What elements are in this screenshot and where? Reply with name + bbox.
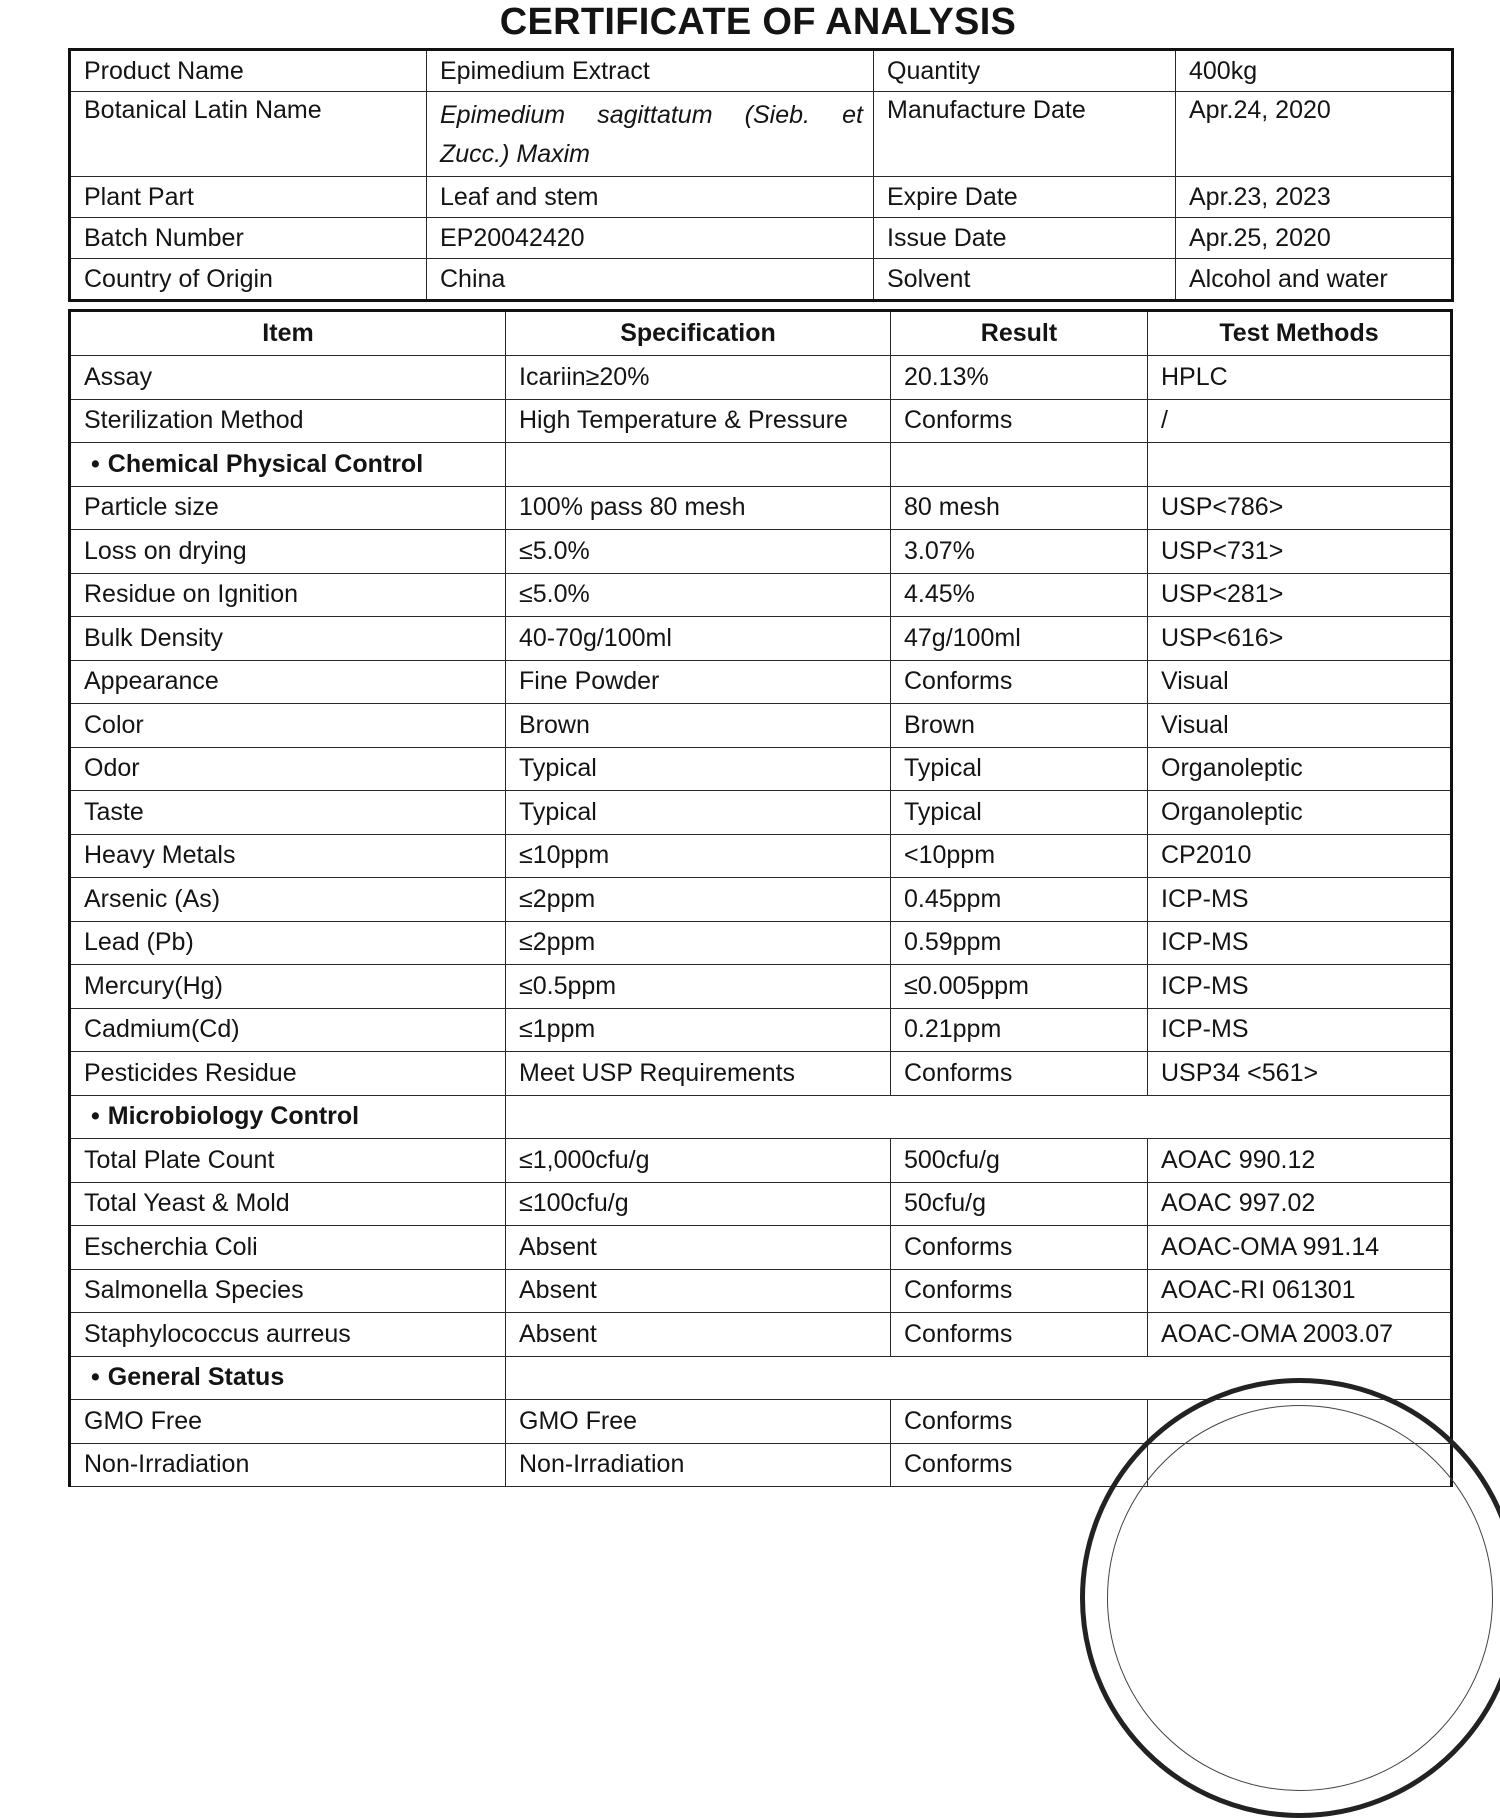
cell-item: Lead (Pb) <box>70 921 506 965</box>
section-title: Microbiology Control <box>107 1102 360 1131</box>
cell-item: Particle size <box>70 486 506 530</box>
cell-result: ≤0.005ppm <box>891 965 1148 1009</box>
info-label: Country of Origin <box>70 259 427 301</box>
section-heading <box>70 1095 506 1139</box>
analysis-body <box>70 356 1452 1487</box>
section-title: Chemical Physical Control <box>107 449 424 478</box>
cell-spec: ≤100cfu/g <box>506 1182 891 1226</box>
table-row <box>70 1182 1452 1226</box>
table-row <box>70 530 1452 574</box>
cell-result: Conforms <box>891 1443 1148 1487</box>
info-value: Leaf and stem <box>427 177 874 218</box>
table-row <box>70 965 1452 1009</box>
cell-spec: ≤5.0% <box>506 530 891 574</box>
cell-result: Typical <box>891 747 1148 791</box>
cell-method: HPLC <box>1148 356 1452 400</box>
section-row <box>70 1095 1452 1139</box>
cell-method: USP34 <561> <box>1148 1052 1452 1096</box>
cell-spec: Non-Irradiation <box>506 1443 891 1487</box>
info-value: 400kg <box>1176 50 1453 92</box>
cell-item: Appearance <box>70 660 506 704</box>
bullet-icon: • <box>91 1102 100 1131</box>
info-label: Solvent <box>874 259 1176 301</box>
table-row <box>70 1269 1452 1313</box>
cell-method: ICP-MS <box>1148 1008 1452 1052</box>
cell-result: Conforms <box>891 1269 1148 1313</box>
latin-name-line-1: Epimedium sagittatum (Sieb. et <box>440 101 863 129</box>
info-label: Manufacture Date <box>874 92 1176 177</box>
cell-result: Conforms <box>891 660 1148 704</box>
info-label: Plant Part <box>70 177 427 218</box>
table-row <box>70 747 1452 791</box>
info-row-batch-number <box>70 218 1453 259</box>
cell-method: USP<731> <box>1148 530 1452 574</box>
cell-method: ICP-MS <box>1148 878 1452 922</box>
table-row <box>70 704 1452 748</box>
cell-item: Sterilization Method <box>70 399 506 443</box>
page-title: CERTIFICATE OF ANALYSIS <box>499 1 1017 43</box>
table-row <box>70 486 1452 530</box>
cell-method: Organoleptic <box>1148 747 1452 791</box>
analysis-header-row <box>70 311 1452 356</box>
info-row-product-name <box>70 50 1453 92</box>
cell-spec: 40-70g/100ml <box>506 617 891 661</box>
cell-spec: Meet USP Requirements <box>506 1052 891 1096</box>
bullet-icon: • <box>91 1363 100 1392</box>
info-label: Botanical Latin Name <box>70 92 427 177</box>
info-value: Alcohol and water <box>1176 259 1453 301</box>
cell-spec: ≤2ppm <box>506 921 891 965</box>
header-specification: Specification <box>506 311 891 356</box>
cell-result: 4.45% <box>891 573 1148 617</box>
info-value: China <box>427 259 874 301</box>
info-label: Issue Date <box>874 218 1176 259</box>
cell-method: AOAC-OMA 991.14 <box>1148 1226 1452 1270</box>
cell-item: Mercury(Hg) <box>70 965 506 1009</box>
table-row <box>70 1226 1452 1270</box>
cell-item: Pesticides Residue <box>70 1052 506 1096</box>
table-row <box>70 1052 1452 1096</box>
cell-spec: High Temperature & Pressure <box>506 399 891 443</box>
section-title: General Status <box>107 1363 285 1392</box>
table-row <box>70 356 1452 400</box>
cell-spec: Absent <box>506 1226 891 1270</box>
cell-item: Staphylococcus aurreus <box>70 1313 506 1357</box>
cell-spec: ≤5.0% <box>506 573 891 617</box>
cell-method: USP<616> <box>1148 617 1452 661</box>
info-label: Batch Number <box>70 218 427 259</box>
section-row <box>70 443 1452 487</box>
cell-result: Conforms <box>891 1226 1148 1270</box>
table-row <box>70 1313 1452 1357</box>
cell-result: 80 mesh <box>891 486 1148 530</box>
cell-method: AOAC-OMA 2003.07 <box>1148 1313 1452 1357</box>
cell-method: ICP-MS <box>1148 965 1452 1009</box>
info-label: Product Name <box>70 50 427 92</box>
cell-spec: ≤1,000cfu/g <box>506 1139 891 1183</box>
info-value: EP20042420 <box>427 218 874 259</box>
cell-result: 0.59ppm <box>891 921 1148 965</box>
info-row-country <box>70 259 1453 301</box>
cell-item: Total Yeast & Mold <box>70 1182 506 1226</box>
cell-result: Brown <box>891 704 1148 748</box>
info-value-latin-name <box>427 92 874 177</box>
cell-result: 500cfu/g <box>891 1139 1148 1183</box>
cell-spec: ≤2ppm <box>506 878 891 922</box>
cell-method: CP2010 <box>1148 834 1452 878</box>
cell-result: 3.07% <box>891 530 1148 574</box>
cell-result: <10ppm <box>891 834 1148 878</box>
cell-method: AOAC-RI 061301 <box>1148 1269 1452 1313</box>
cell-item: Bulk Density <box>70 617 506 661</box>
cell-result: Conforms <box>891 1400 1148 1444</box>
cell-spec: 100% pass 80 mesh <box>506 486 891 530</box>
cell-item: Assay <box>70 356 506 400</box>
cell-method: AOAC 997.02 <box>1148 1182 1452 1226</box>
cell-spec: Icariin≥20% <box>506 356 891 400</box>
cell-result: 20.13% <box>891 356 1148 400</box>
cell-spec: GMO Free <box>506 1400 891 1444</box>
cell-item: Salmonella Species <box>70 1269 506 1313</box>
table-row <box>70 878 1452 922</box>
table-row <box>70 399 1452 443</box>
cell-spec: Typical <box>506 747 891 791</box>
cell-item: Cadmium(Cd) <box>70 1008 506 1052</box>
cell-result: 0.21ppm <box>891 1008 1148 1052</box>
section-spacer <box>506 1356 1452 1400</box>
table-row <box>70 1139 1452 1183</box>
cell-result: 50cfu/g <box>891 1182 1148 1226</box>
info-value: Apr.23, 2023 <box>1176 177 1453 218</box>
info-value: Apr.24, 2020 <box>1176 92 1453 177</box>
cell-method: AOAC 990.12 <box>1148 1139 1452 1183</box>
cell-item: Taste <box>70 791 506 835</box>
info-row-botanical-name <box>70 92 1453 177</box>
cell-method: USP<786> <box>1148 486 1452 530</box>
cell-spec: Absent <box>506 1269 891 1313</box>
table-row <box>70 660 1452 704</box>
cell-method: / <box>1148 399 1452 443</box>
cell-item: Heavy Metals <box>70 834 506 878</box>
cell-spec: Absent <box>506 1313 891 1357</box>
table-row <box>70 1008 1452 1052</box>
table-row <box>70 921 1452 965</box>
header-item: Item <box>70 311 506 356</box>
cell-spec: ≤0.5ppm <box>506 965 891 1009</box>
section-heading <box>70 443 506 487</box>
cell-item: Color <box>70 704 506 748</box>
cell-result: Typical <box>891 791 1148 835</box>
header-result: Result <box>891 311 1148 356</box>
cell-spec: Typical <box>506 791 891 835</box>
section-spacer <box>506 1095 1452 1139</box>
analysis-table <box>68 309 1453 1487</box>
cell-result: 47g/100ml <box>891 617 1148 661</box>
info-value: Apr.25, 2020 <box>1176 218 1453 259</box>
table-row <box>70 834 1452 878</box>
table-row <box>70 791 1452 835</box>
cell-spec: ≤10ppm <box>506 834 891 878</box>
section-spacer <box>1148 443 1452 487</box>
header-test-methods: Test Methods <box>1148 311 1452 356</box>
cell-item: GMO Free <box>70 1400 506 1444</box>
cell-method: ICP-MS <box>1148 921 1452 965</box>
table-row <box>70 1400 1452 1444</box>
cell-item: Non-Irradiation <box>70 1443 506 1487</box>
cell-method <box>1148 1400 1452 1444</box>
cell-item: Total Plate Count <box>70 1139 506 1183</box>
table-row <box>70 573 1452 617</box>
cell-item: Residue on Ignition <box>70 573 506 617</box>
cell-item: Loss on drying <box>70 530 506 574</box>
cell-method: Organoleptic <box>1148 791 1452 835</box>
section-spacer <box>891 443 1148 487</box>
latin-name-line-2: Zucc.) Maxim <box>440 140 590 168</box>
bullet-icon: • <box>91 449 100 478</box>
info-label: Quantity <box>874 50 1176 92</box>
cell-result: Conforms <box>891 1313 1148 1357</box>
cell-result: Conforms <box>891 399 1148 443</box>
cell-spec: Fine Powder <box>506 660 891 704</box>
info-label: Expire Date <box>874 177 1176 218</box>
cell-result: 0.45ppm <box>891 878 1148 922</box>
cell-item: Escherchia Coli <box>70 1226 506 1270</box>
cell-item: Odor <box>70 747 506 791</box>
cell-method: USP<281> <box>1148 573 1452 617</box>
table-row <box>70 617 1452 661</box>
info-value: Epimedium Extract <box>427 50 874 92</box>
cell-method: Visual <box>1148 704 1452 748</box>
section-heading <box>70 1356 506 1400</box>
section-row <box>70 1356 1452 1400</box>
cell-spec: ≤1ppm <box>506 1008 891 1052</box>
info-row-plant-part <box>70 177 1453 218</box>
cell-result: Conforms <box>891 1052 1148 1096</box>
cell-method: Visual <box>1148 660 1452 704</box>
product-info-table <box>68 48 1454 302</box>
section-spacer <box>506 443 891 487</box>
cell-spec: Brown <box>506 704 891 748</box>
cell-item: Arsenic (As) <box>70 878 506 922</box>
